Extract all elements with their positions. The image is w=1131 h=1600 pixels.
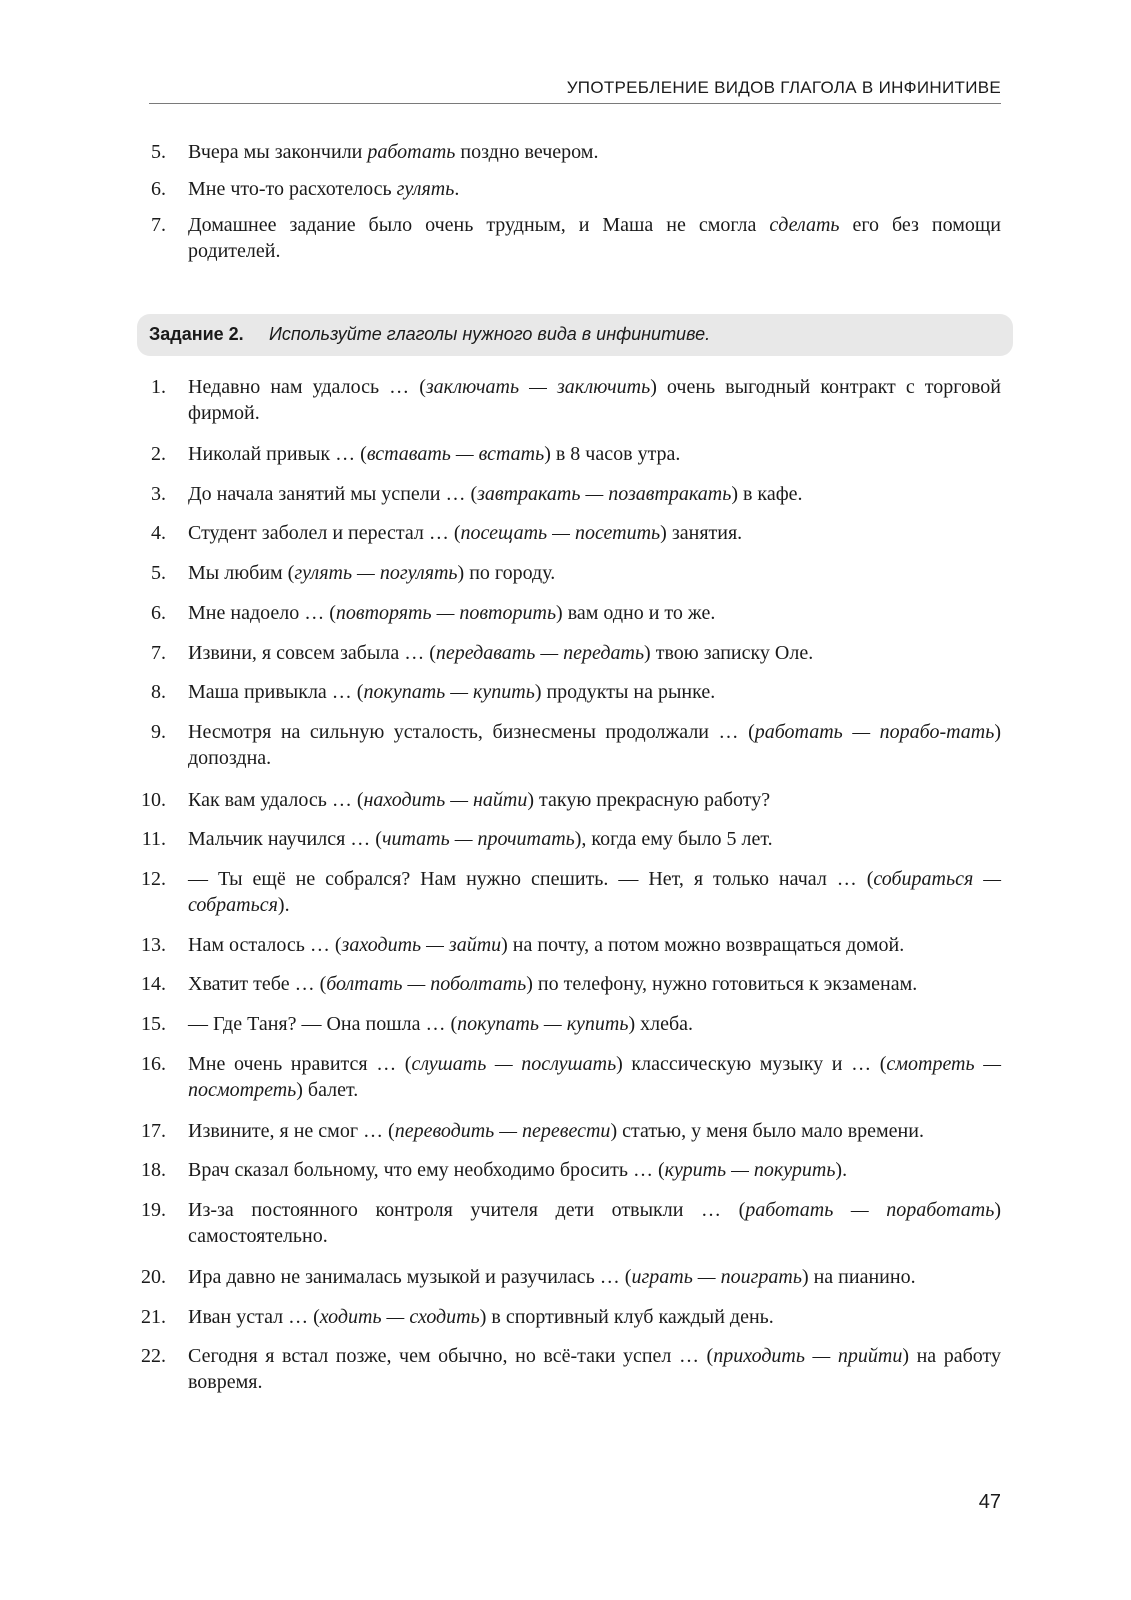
text-fragment: Ира давно не занималась музыкой и разучилась … ( [188,1266,632,1288]
item-number: 14. [141,973,166,995]
item-number: 1. [151,376,166,398]
text-fragment: Недавно нам удалось … ( [188,376,426,398]
item-text [188,1343,1001,1395]
text-fragment: ) в спортивный клуб каждый день. [479,1306,774,1328]
verb-pair: приходить — прийти [713,1345,903,1367]
item-number: 13. [141,934,166,956]
item-text [188,971,1001,997]
text-fragment: Мне надоело … ( [188,602,336,624]
item-number: 20. [141,1266,166,1288]
text-fragment: Мы любим ( [188,562,295,584]
item-text [188,600,1001,626]
text-fragment: Извините, я не смог … ( [188,1120,395,1142]
text-fragment: ), когда ему было 5 лет. [574,828,773,850]
verb-pair: находить — найти [363,789,528,811]
text-fragment: Маша привыкла … ( [188,681,364,703]
item-number: 9. [151,721,166,743]
item-text [188,139,1001,165]
verb-pair: работать — порабо-тать [754,721,995,743]
text-fragment: ) классическую музыку и … ( [616,1053,887,1075]
text-fragment: ). [835,1159,848,1181]
text-fragment: — Где Таня? — Она пошла … ( [188,1013,458,1035]
item-text [188,640,1001,666]
item-number: 17. [141,1120,166,1142]
text-fragment: ) на работу вовремя. [188,1345,1001,1393]
text-fragment: Мне очень нравится … ( [188,1053,412,1075]
item-number: 11. [141,828,166,850]
item-number: 5. [151,562,166,584]
item-number: 10. [141,789,166,811]
task-title: Задание 2. [149,324,244,344]
item-text [188,826,1001,852]
text-fragment: Николай привык … ( [188,443,367,465]
item-number: 19. [141,1199,166,1221]
item-number: 22. [141,1345,166,1367]
item-number: 18. [141,1159,166,1181]
item-number: 8. [151,681,166,703]
item-text [188,1011,1001,1037]
text-fragment: ) на почту, а потом можно возвращаться домой. [501,934,905,956]
verb-pair: смотреть — посмотреть [188,1053,1001,1101]
item-number: 16. [141,1053,166,1075]
verb-pair: посещать — посетить [460,522,661,544]
text-fragment: — Ты ещё не собрался? Нам нужно спешить. — Нет, я только начал … ( [188,868,874,890]
item-number: 12. [141,868,166,890]
item-text [188,520,1001,546]
task-header-box [137,314,1013,356]
text-fragment: ) допоздна. [188,721,1002,769]
verb-pair: курить — покурить [664,1159,836,1181]
text-fragment: Несмотря на сильную усталость, бизнесмены продолжали … ( [188,721,755,743]
verb-pair: работать [367,141,456,163]
item-text [188,719,1001,771]
text-fragment: Хватит тебе … ( [188,973,327,995]
item-number: 7. [151,642,166,664]
item-text [188,866,1001,918]
verb-pair: покупать — купить [457,1013,629,1035]
text-fragment: его без помощи родителей. [188,214,1001,262]
item-number: 15. [141,1013,166,1035]
item-number: 5. [151,141,166,163]
item-text [188,212,1001,264]
text-fragment: ) в кафе. [731,483,803,505]
verb-pair: заходить — зайти [341,934,502,956]
text-fragment: ) самостоятельно. [188,1199,1001,1247]
verb-pair: сделать [769,214,840,236]
verb-pair: передавать — передать [435,642,645,664]
text-fragment: До начала занятий мы успели … ( [188,483,478,505]
header-rule [149,103,1001,104]
text-fragment: Студент заболел и перестал … ( [188,522,461,544]
text-fragment: ). [277,894,290,916]
text-fragment: ) такую прекрасную работу? [527,789,771,811]
text-fragment: ) вам одно и то же. [556,602,716,624]
item-text [188,1304,1001,1330]
item-number: 7. [151,214,166,236]
item-text [188,1264,1001,1290]
text-fragment: . [454,178,460,200]
text-fragment: Как вам удалось … ( [188,789,364,811]
item-text [188,481,1001,507]
text-fragment: ) твою записку Оле. [644,642,814,664]
text-fragment: Вчера мы закончили [188,141,368,163]
text-fragment: Извини, я совсем забыла … ( [188,642,436,664]
item-text [188,176,1001,202]
verb-pair: собираться — собраться [188,868,1001,916]
text-fragment: ) балет. [296,1079,359,1101]
verb-pair: гулять — погулять [294,562,458,584]
text-fragment: Сегодня я встал позже, чем обычно, но всё-таки успел … ( [188,1345,714,1367]
text-fragment: Иван устал … ( [188,1306,320,1328]
text-fragment: ) занятия. [660,522,743,544]
item-text [188,679,1001,705]
item-text [188,1051,1001,1103]
item-number: 6. [151,178,166,200]
item-number: 4. [151,522,166,544]
text-fragment: ) продукты на рынке. [534,681,716,703]
item-text [188,1118,1001,1144]
verb-pair: гулять [396,178,455,200]
verb-pair: переводить — перевести [394,1120,611,1142]
running-head: УПОТРЕБЛЕНИЕ ВИДОВ ГЛАГОЛА В ИНФИНИТИВЕ [566,78,1001,97]
item-number: 6. [151,602,166,624]
task-instruction: Используйте глаголы нужного вида в инфинитиве. [269,324,711,344]
text-fragment: ) по телефону, нужно готовиться к экзаменам. [526,973,918,995]
verb-pair: болтать — поболтать [326,973,527,995]
verb-pair: заключать — заключить [425,376,651,398]
text-fragment: ) в 8 часов утра. [544,443,681,465]
item-text [188,932,1001,958]
text-fragment: Мальчик научился … ( [188,828,382,850]
verb-pair: покупать — купить [363,681,535,703]
verb-pair: слушать — послушать [411,1053,617,1075]
verb-pair: ходить — сходить [319,1306,480,1328]
text-fragment: Врач сказал больному, что ему необходимо бросить … ( [188,1159,665,1181]
item-number: 2. [151,443,166,465]
text-fragment: поздно вечером. [455,141,599,163]
text-fragment: Из-за постоянного контроля учителя дети отвыкли … ( [188,1199,746,1221]
text-fragment: ) хлеба. [628,1013,694,1035]
verb-pair: завтракать — позавтракать [477,483,732,505]
text-fragment: ) очень выгодный контракт с торговой фирмой. [188,376,1001,424]
item-text [188,1157,1001,1183]
item-number: 21. [141,1306,166,1328]
item-number: 3. [151,483,166,505]
item-text [188,374,1001,426]
item-text [188,560,1001,586]
verb-pair: играть — поиграть [631,1266,802,1288]
item-text [188,787,1001,813]
item-text [188,441,1001,467]
text-fragment: Домашнее задание было очень трудным, и Маша не смогла [188,214,770,236]
text-fragment: Нам осталось … ( [188,934,342,956]
page-number: 47 [978,1491,1001,1513]
verb-pair: вставать — встать [366,443,545,465]
text-fragment: ) по городу. [457,562,556,584]
text-fragment: ) статью, у меня было мало времени. [610,1120,924,1142]
text-fragment: ) на пианино. [801,1266,916,1288]
text-fragment: Мне что-то расхотелось [188,178,397,200]
verb-pair: работать — поработать [745,1199,995,1221]
verb-pair: читать — прочитать [381,828,575,850]
item-text [188,1197,1001,1249]
verb-pair: повторять — повторить [335,602,557,624]
